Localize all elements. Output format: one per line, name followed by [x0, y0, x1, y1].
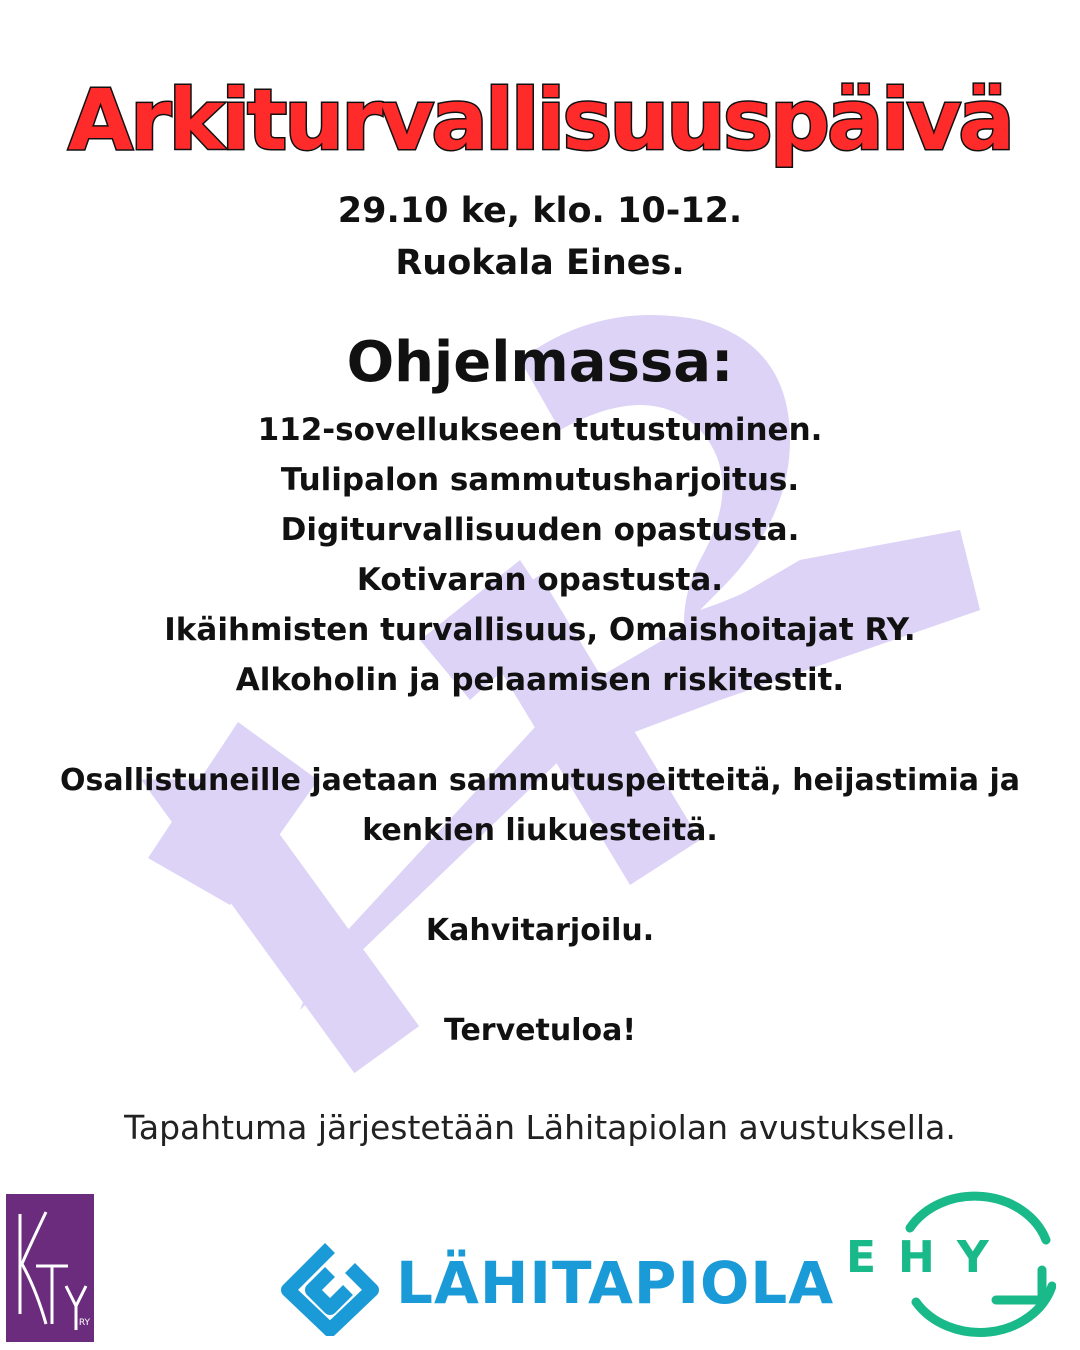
program-item: Alkoholin ja pelaamisen riskitestit.: [235, 662, 845, 698]
kty-ry-label: RY: [78, 1318, 90, 1328]
lahitapiola-mark-icon: [276, 1240, 384, 1336]
event-venue: Ruokala Eines.: [395, 243, 685, 283]
poster-title: Arkiturvallisuuspäivä: [68, 71, 1012, 169]
program-item: Ikäihmisten turvallisuus, Omaishoitajat RY.: [164, 612, 916, 648]
program-item: Tulipalon sammutusharjoitus.: [280, 462, 800, 498]
lahitapiola-logo: [276, 1240, 835, 1336]
lahitapiola-wordmark: LÄHITAPIOLA: [396, 1249, 835, 1317]
event-date-time: 29.10 ke, klo. 10-12.: [337, 191, 743, 231]
ehy-wordmark: EHY: [846, 1232, 1011, 1283]
ehy-logo: [846, 1190, 1056, 1340]
program-list: [0, 412, 1080, 712]
giveaways-text: Osallistuneille jaetaan sammutuspeitteitä, heijastimia ja kenkien liukuesteitä.: [60, 763, 1020, 848]
kty-logo: [6, 1194, 94, 1342]
welcome-text: Tervetuloa!: [443, 1013, 637, 1048]
program-item: 112-sovellukseen tutustuminen.: [257, 412, 823, 448]
program-item: Digiturvallisuuden opastusta.: [280, 512, 800, 548]
program-item: Kotivaran opastusta.: [356, 562, 724, 598]
program-heading: Ohjelmassa:: [346, 330, 734, 395]
coffee-text: Kahvitarjoilu.: [425, 913, 655, 948]
sponsor-note: Tapahtuma järjestetään Lähitapiolan avustuksella.: [124, 1108, 956, 1147]
